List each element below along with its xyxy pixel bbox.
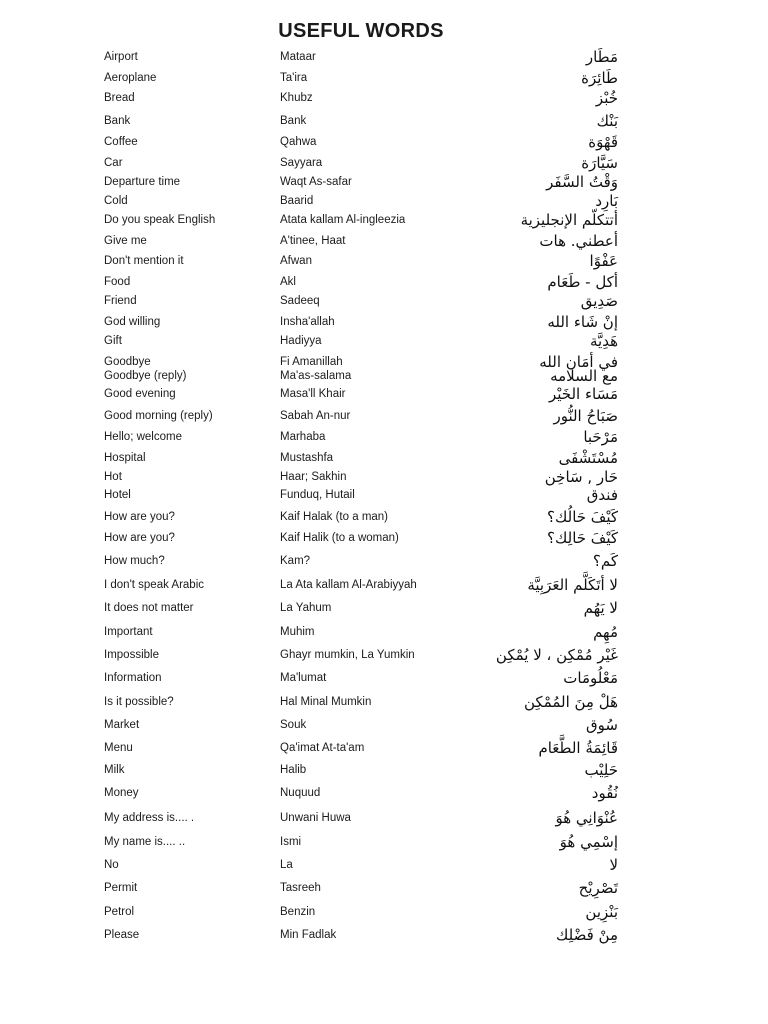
word-row xyxy=(0,88,768,108)
transliteration: Masa'll Khair xyxy=(280,388,346,400)
transliteration: Haar; Sakhin xyxy=(280,471,347,483)
arabic-word: لا xyxy=(609,856,618,874)
arabic-word: مَطَار xyxy=(585,48,618,66)
english-word: Cold xyxy=(104,195,128,207)
arabic-word: لا أتَكَلَّم العَرَبِيَّة xyxy=(527,576,618,594)
arabic-word: مُسْتَشْفَى xyxy=(558,449,618,467)
english-word: Important xyxy=(104,626,153,638)
transliteration: Ta'ira xyxy=(280,72,308,84)
transliteration: A'tinee, Haat xyxy=(280,235,346,247)
word-row xyxy=(0,331,768,351)
english-word: No xyxy=(104,859,119,871)
transliteration: Sabah An-nur xyxy=(280,410,351,422)
arabic-word: مَعْلُومَات xyxy=(563,669,618,687)
english-word: Good morning (reply) xyxy=(104,410,213,422)
arabic-word: غَيْر مُمْكِن ، لا يُمْكِن xyxy=(495,646,618,664)
arabic-word: حَلِيْب xyxy=(584,761,618,779)
arabic-word: سَيَّارَة xyxy=(581,154,618,172)
transliteration: Marhaba xyxy=(280,431,326,443)
english-word: Goodbye (reply) xyxy=(104,370,187,382)
english-word: Petrol xyxy=(104,906,135,918)
transliteration: Ismi xyxy=(280,836,302,848)
arabic-word: إنْ شَاء الله xyxy=(547,313,618,331)
english-word: My address is.... . xyxy=(104,812,195,824)
arabic-word: وَقْتُ السَّفَر xyxy=(546,173,618,191)
arabic-word: هَدِيَّة xyxy=(589,332,618,350)
transliteration: Muhim xyxy=(280,626,315,638)
arabic-word: أتتكلّم الإنجليزية xyxy=(520,211,618,229)
word-row xyxy=(0,448,768,468)
english-word: Do you speak English xyxy=(104,214,216,226)
english-word: How much? xyxy=(104,555,165,567)
transliteration: Mustashfa xyxy=(280,452,334,464)
word-row xyxy=(0,925,768,945)
word-row xyxy=(0,153,768,173)
word-row xyxy=(0,668,768,688)
transliteration: Afwan xyxy=(280,255,312,267)
arabic-word: خُبْز xyxy=(595,89,618,107)
english-word: Food xyxy=(104,276,131,288)
english-word: Permit xyxy=(104,882,138,894)
arabic-word: فندق xyxy=(586,486,618,504)
arabic-word: عَفْوًا xyxy=(589,252,618,270)
english-word: It does not matter xyxy=(104,602,194,614)
transliteration: Ma'as-salama xyxy=(280,370,352,382)
arabic-word: مع السلامه xyxy=(550,367,618,385)
transliteration: Souk xyxy=(280,719,307,731)
word-row xyxy=(0,485,768,505)
word-row xyxy=(0,715,768,735)
english-word: Hello; welcome xyxy=(104,431,182,443)
transliteration: Kam? xyxy=(280,555,311,567)
english-word: Goodbye xyxy=(104,356,151,368)
arabic-word: سُوق xyxy=(586,716,618,734)
english-word: Is it possible? xyxy=(104,696,174,708)
word-row xyxy=(0,878,768,898)
word-row xyxy=(0,291,768,311)
transliteration: Halib xyxy=(280,764,307,776)
transliteration: Sayyara xyxy=(280,157,323,169)
english-word: Gift xyxy=(104,335,122,347)
word-row xyxy=(0,783,768,803)
transliteration: Hal Minal Mumkin xyxy=(280,696,372,708)
transliteration: Kaif Halik (to a woman) xyxy=(280,532,399,544)
arabic-word: صَبَاحُ النُّور xyxy=(553,407,618,425)
english-word: How are you? xyxy=(104,511,175,523)
arabic-word: نُقُود xyxy=(591,784,618,802)
english-word: Friend xyxy=(104,295,137,307)
transliteration: Atata kallam Al-ingleezia xyxy=(280,214,406,226)
transliteration: Ma'lumat xyxy=(280,672,327,684)
arabic-word: مِنْ فَضْلِك xyxy=(555,926,618,944)
english-word: Hospital xyxy=(104,452,146,464)
word-row xyxy=(0,645,768,665)
english-word: Bread xyxy=(104,92,135,104)
word-row xyxy=(0,467,768,487)
word-row xyxy=(0,272,768,292)
arabic-word: عُنْوَانِي هُوَ xyxy=(555,809,618,827)
english-word: God willing xyxy=(104,316,161,328)
transliteration: Fi Amanillah xyxy=(280,356,343,368)
page-title: USEFUL WORDS xyxy=(278,20,444,42)
english-word: Airport xyxy=(104,51,138,63)
arabic-word: حَار , سَاخِن xyxy=(544,468,618,486)
transliteration: Baarid xyxy=(280,195,314,207)
english-word: Impossible xyxy=(104,649,159,661)
transliteration: Waqt As-safar xyxy=(280,176,352,188)
arabic-word: أعطني. هات xyxy=(539,232,618,250)
word-row xyxy=(0,172,768,192)
transliteration: Qa'imat At-ta'am xyxy=(280,742,365,754)
word-row xyxy=(0,855,768,875)
transliteration: Mataar xyxy=(280,51,316,63)
english-word: Don't mention it xyxy=(104,255,184,267)
english-word: Aeroplane xyxy=(104,72,157,84)
arabic-word: طَائِرَة xyxy=(581,69,618,87)
english-word: Market xyxy=(104,719,140,731)
english-word: I don't speak Arabic xyxy=(104,579,205,591)
arabic-word: بَنْزِين xyxy=(585,903,618,921)
english-word: Good evening xyxy=(104,388,176,400)
transliteration: Kaif Halak (to a man) xyxy=(280,511,389,523)
english-word: Please xyxy=(104,929,140,941)
english-word: Milk xyxy=(104,764,125,776)
arabic-word: أكل - طَعَام xyxy=(547,273,618,291)
word-row xyxy=(0,406,768,426)
english-word: Coffee xyxy=(104,136,138,148)
arabic-word: قَهْوَة xyxy=(588,133,618,151)
word-row xyxy=(0,575,768,595)
word-row xyxy=(0,760,768,780)
arabic-word: بَنْك xyxy=(596,112,618,130)
arabic-word: مَسَاء الخَيْر xyxy=(548,385,618,403)
arabic-word: هَلْ مِنَ المُمْكِن xyxy=(523,693,618,711)
transliteration: Sadeeq xyxy=(280,295,320,307)
english-word: Hot xyxy=(104,471,122,483)
arabic-word: مُهِم xyxy=(593,623,618,641)
word-row xyxy=(0,551,768,571)
arabic-word: كَيْفَ حَالُك؟ xyxy=(547,508,618,526)
word-row xyxy=(0,427,768,447)
word-row xyxy=(0,68,768,88)
word-row xyxy=(0,231,768,251)
transliteration: Funduq, Hutail xyxy=(280,489,355,501)
transliteration: Ghayr mumkin, La Yumkin xyxy=(280,649,415,661)
word-row xyxy=(0,132,768,152)
transliteration: Benzin xyxy=(280,906,316,918)
word-row xyxy=(0,598,768,618)
english-word: Menu xyxy=(104,742,133,754)
transliteration: La Ata kallam Al-Arabiyyah xyxy=(280,579,417,591)
word-row xyxy=(0,111,768,131)
arabic-word: في أمَان الله xyxy=(539,353,618,371)
transliteration: La Yahum xyxy=(280,602,332,614)
english-word: How are you? xyxy=(104,532,175,544)
word-row xyxy=(0,692,768,712)
word-row xyxy=(0,191,768,211)
word-row xyxy=(0,808,768,828)
transliteration: Unwani Huwa xyxy=(280,812,351,824)
word-row xyxy=(0,312,768,332)
arabic-word: مَرْحَبا xyxy=(583,428,618,446)
transliteration: Min Fadlak xyxy=(280,929,337,941)
transliteration: La xyxy=(280,859,293,871)
english-word: Departure time xyxy=(104,176,181,188)
word-row xyxy=(0,902,768,922)
word-row xyxy=(0,384,768,404)
english-word: Money xyxy=(104,787,139,799)
transliteration: Bank xyxy=(280,115,307,127)
arabic-word: كَم؟ xyxy=(592,552,618,570)
arabic-word: إسْمِي هُوَ xyxy=(559,833,618,851)
transliteration: Nuquud xyxy=(280,787,321,799)
english-word: Give me xyxy=(104,235,147,247)
word-row xyxy=(0,47,768,67)
transliteration: Khubz xyxy=(280,92,313,104)
arabic-word: صَدِيق xyxy=(580,292,618,310)
arabic-word: قَائِمَةُ الطَّعَام xyxy=(538,739,618,757)
arabic-word: كَيْفَ حَالِك؟ xyxy=(547,529,618,547)
english-word: My name is.... .. xyxy=(104,836,186,848)
word-row xyxy=(0,210,768,230)
word-row xyxy=(0,507,768,527)
english-word: Information xyxy=(104,672,162,684)
arabic-word: بَارِد xyxy=(595,192,618,210)
word-row xyxy=(0,366,768,386)
english-word: Hotel xyxy=(104,489,131,501)
transliteration: Insha'allah xyxy=(280,316,335,328)
english-word: Car xyxy=(104,157,123,169)
word-row xyxy=(0,738,768,758)
word-row xyxy=(0,528,768,548)
transliteration: Qahwa xyxy=(280,136,317,148)
word-row xyxy=(0,832,768,852)
arabic-word: تَصْرِيْح xyxy=(578,879,618,897)
english-word: Bank xyxy=(104,115,131,127)
word-row xyxy=(0,622,768,642)
word-row xyxy=(0,251,768,271)
transliteration: Hadiyya xyxy=(280,335,322,347)
transliteration: Akl xyxy=(280,276,296,288)
arabic-word: لا يَهُم xyxy=(583,599,618,617)
transliteration: Tasreeh xyxy=(280,882,321,894)
